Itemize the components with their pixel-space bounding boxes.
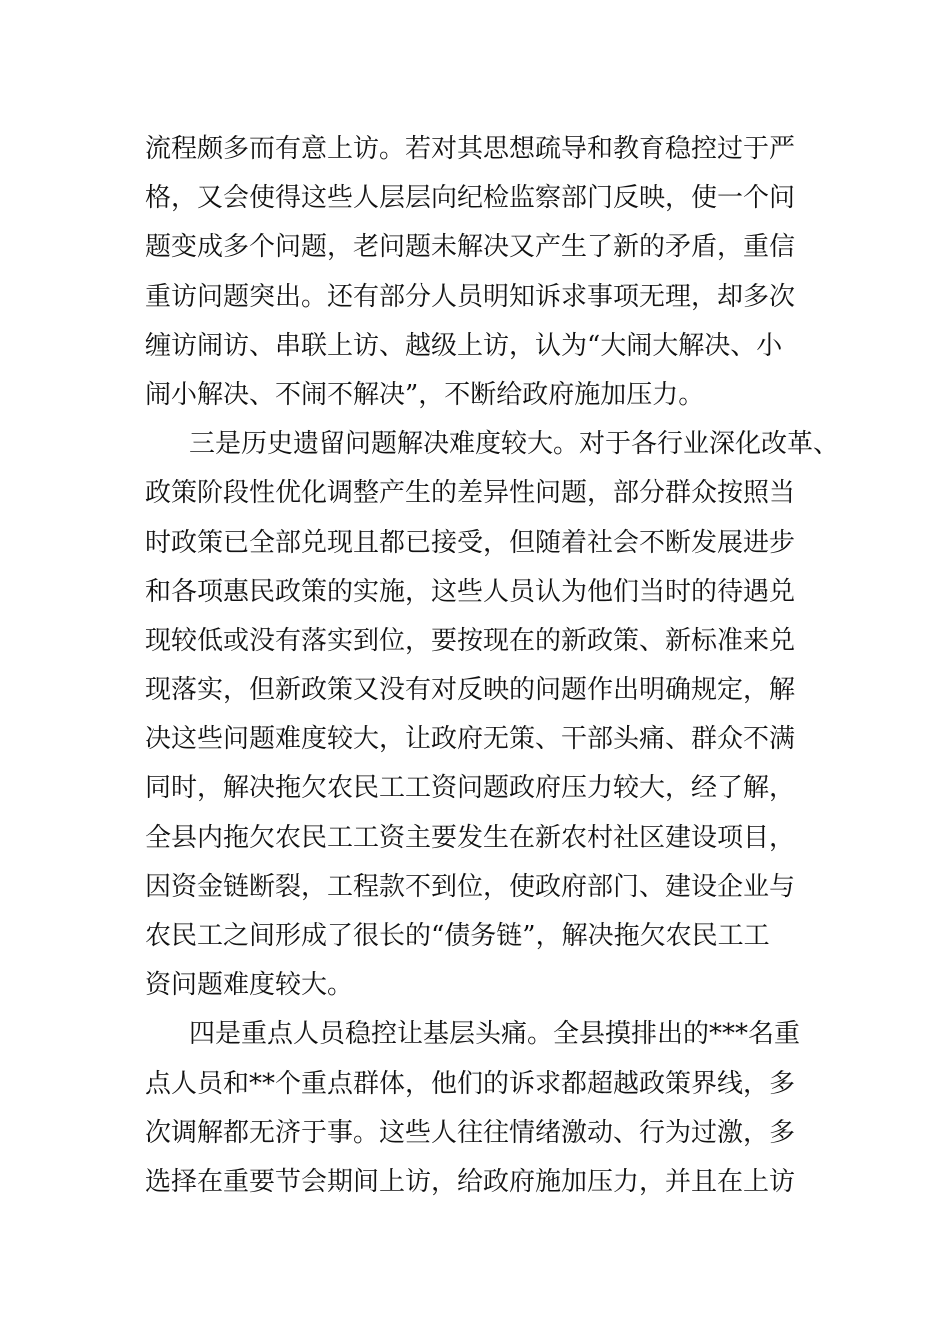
body-line: 现较低或没有落实到位，要按现在的新政策、新标准来兑 [145,625,796,656]
body-line: 选择在重要节会期间上访，给政府施加压力，并且在上访 [145,1166,796,1197]
paragraph-start-line: 四是重点人员稳控让基层头痛。全县摸排出的***名重 [189,1019,801,1050]
paragraph-start-line: 三是历史遗留问题解决难度较大。对于各行业深化改革、 [189,429,840,460]
body-line: 闹小解决、不闹不解决”，不断给政府施加压力。 [145,379,705,410]
body-line: 缠访闹访、串联上访、越级上访，认为“大闹大解决、小 [145,330,783,361]
body-line: 同时，解决拖欠农民工工资问题政府压力较大，经了解， [145,773,796,804]
body-line: 格，又会使得这些人层层向纪检监察部门反映，使一个问 [145,183,796,214]
body-line: 点人员和**个重点群体，他们的诉求都超越政策界线，多 [145,1068,796,1099]
body-line: 现落实，但新政策又没有对反映的问题作出明确规定，解 [145,675,796,706]
body-line: 次调解都无济于事。这些人往往情绪激动、行为过激，多 [145,1117,796,1148]
body-line: 重访问题突出。还有部分人员明知诉求事项无理，却多次 [145,281,796,312]
body-line: 资问题难度较大。 [145,970,354,1001]
body-line: 题变成多个问题，老问题未解决又产生了新的矛盾，重信 [145,232,796,263]
body-line: 时政策已全部兑现且都已接受，但随着社会不断发展进步 [145,527,796,558]
body-line: 农民工之间形成了很长的“债务链”，解决拖欠农民工工 [145,921,770,951]
body-line: 和各项惠民政策的实施，这些人员认为他们当时的待遇兑 [145,576,796,607]
body-line: 全县内拖欠农民工工资主要发生在新农村社区建设项目， [145,822,796,853]
body-line: 流程颇多而有意上访。若对其思想疏导和教育稳控过于严 [145,134,796,164]
body-line: 决这些问题难度较大，让政府无策、干部头痛、群众不满 [145,724,796,755]
body-line: 政策阶段性优化调整产生的差异性问题，部分群众按照当 [145,478,796,509]
body-line: 因资金链断裂，工程款不到位，使政府部门、建设企业与 [145,871,796,902]
document-body [145,125,840,1207]
